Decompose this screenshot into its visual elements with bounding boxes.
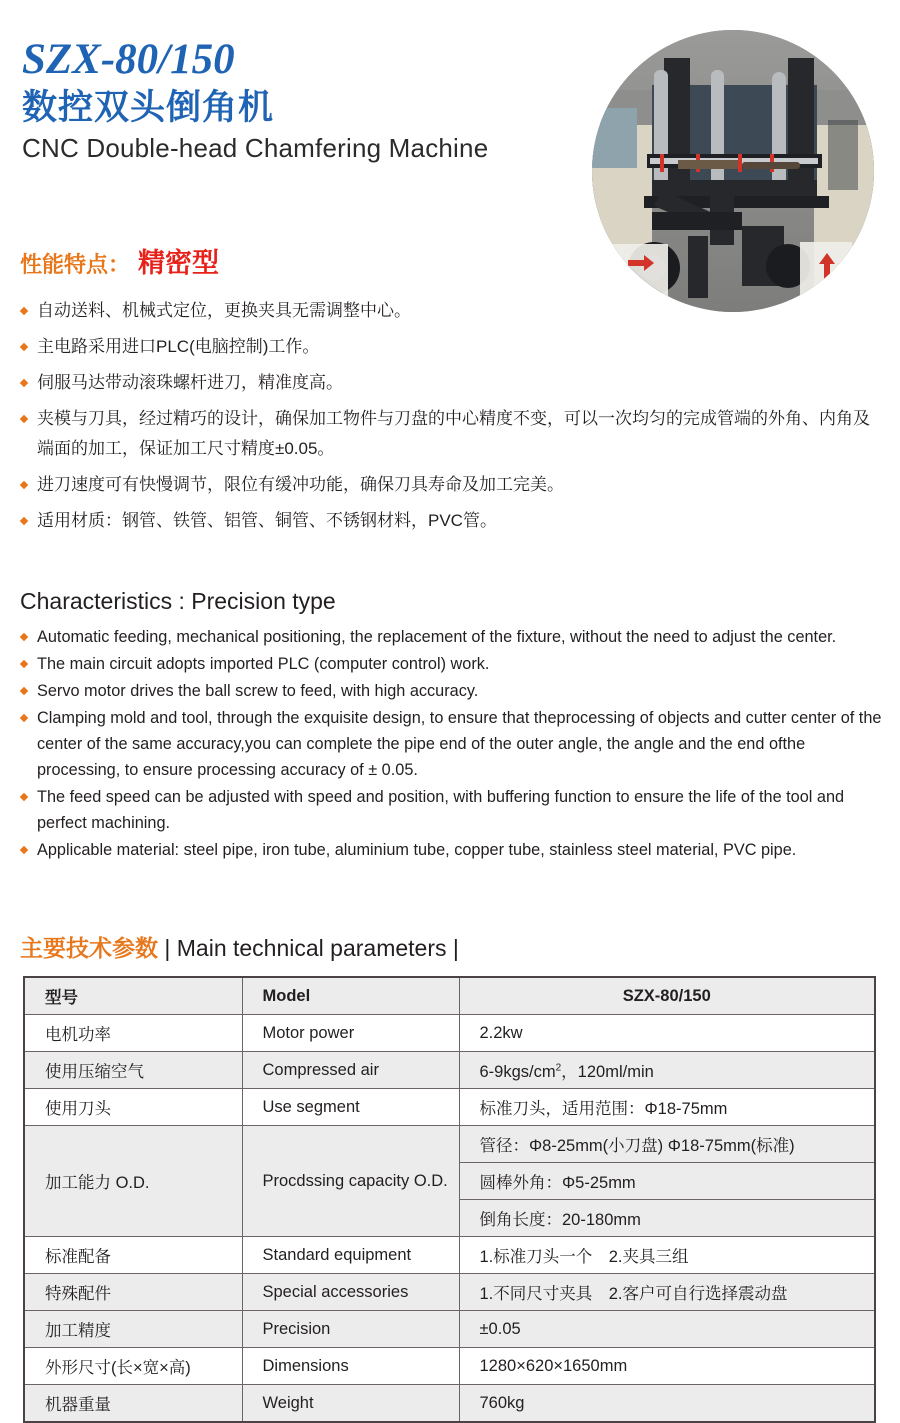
- cell-precision-cn: 加工精度: [24, 1311, 242, 1348]
- cell-special-cn: 特殊配件: [24, 1274, 242, 1311]
- table-row: [24, 1089, 875, 1126]
- cell-weight-value: 760kg: [459, 1385, 875, 1423]
- table-row: [24, 1348, 875, 1385]
- cn-characteristics-value: 精密型: [138, 248, 220, 278]
- cell-capacity-en: Procdssing capacity O.D.: [242, 1126, 459, 1237]
- cell-model-en: Model: [242, 977, 459, 1015]
- air-value-main: 6-9kgs/cm: [479, 1063, 556, 1081]
- cell-segment-en: Use segment: [242, 1089, 459, 1126]
- spec-table-heading-cn: 主要技术参数: [20, 935, 158, 961]
- cell-precision-value: ±0.05: [459, 1311, 875, 1348]
- spec-table-heading-en: | Main technical parameters |: [164, 935, 459, 961]
- cell-segment-value: 标准刀头，适用范围：Φ18-75mm: [459, 1089, 875, 1126]
- air-value-rest: ，120ml/min: [561, 1063, 654, 1081]
- cell-weight-cn: 机器重量: [24, 1385, 242, 1423]
- table-row: [24, 1015, 875, 1052]
- machine-photo-illustration: [592, 30, 874, 312]
- product-title-cn: 数控双头倒角机: [22, 88, 275, 127]
- cell-dimensions-value: 1280×620×1650mm: [459, 1348, 875, 1385]
- cell-capacity-value-3: 倒角长度：20-180mm: [459, 1200, 875, 1237]
- cell-capacity-value-1: 管径：Φ8-25mm(小刀盘) Φ18-75mm(标准): [459, 1126, 875, 1163]
- list-item: 夹模与刀具，经过精巧的设计，确保加工物件与刀盘的中心精度不变，可以一次均匀的完成管端的外角、内角及端面的加工，保证加工尺寸精度±0.05。: [20, 404, 882, 464]
- cell-weight-en: Weight: [242, 1385, 459, 1423]
- cell-air-value: [459, 1052, 875, 1089]
- en-bullet-list: [20, 624, 882, 864]
- spec-table-container: [23, 976, 874, 1423]
- cell-motor-value: 2.2kw: [459, 1015, 875, 1052]
- cell-capacity-value-2: 圆棒外角：Φ5-25mm: [459, 1163, 875, 1200]
- cell-precision-en: Precision: [242, 1311, 459, 1348]
- cell-standard-value: 1.标准刀头一个 2.夹具三组: [459, 1237, 875, 1274]
- cell-dimensions-en: Dimensions: [242, 1348, 459, 1385]
- cell-standard-en: Standard equipment: [242, 1237, 459, 1274]
- list-item: Applicable material: steel pipe, iron tube, aluminium tube, copper tube, stainless steel material, PVC pipe.: [20, 837, 882, 863]
- cell-special-value: 1.不同尺寸夹具 2.客户可自行选择震动盘: [459, 1274, 875, 1311]
- list-item: Automatic feeding, mechanical positioning, the replacement of the fixture, without the need to adjust the center.: [20, 624, 882, 650]
- table-row: [24, 1126, 875, 1163]
- title-block: [22, 36, 488, 165]
- spec-table: [23, 976, 876, 1423]
- spec-table-heading: [20, 932, 459, 964]
- header: [0, 0, 900, 235]
- table-row: [24, 1385, 875, 1423]
- list-item: The feed speed can be adjusted with speed and position, with buffering function to ensure the life of the tool and perfect machining.: [20, 784, 882, 836]
- cell-dimensions-cn: 外形尺寸(长×宽×高): [24, 1348, 242, 1385]
- en-characteristics-heading: Characteristics : Precision type: [20, 588, 336, 614]
- table-row: [24, 1311, 875, 1348]
- cell-model-cn: 型号: [24, 977, 242, 1015]
- cell-motor-cn: 电机功率: [24, 1015, 242, 1052]
- product-photo: [592, 30, 874, 312]
- list-item: 自动送料、机械式定位，更换夹具无需调整中心。: [20, 296, 882, 326]
- list-item: 主电路采用进口PLC(电脑控制)工作。: [20, 332, 882, 362]
- list-item: 适用材质：钢管、铁管、铝管、铜管、不锈钢材料，PVC管。: [20, 506, 882, 536]
- cell-air-cn: 使用压缩空气: [24, 1052, 242, 1089]
- cell-special-en: Special accessories: [242, 1274, 459, 1311]
- cell-model-value: SZX-80/150: [459, 977, 875, 1015]
- cell-capacity-cn: 加工能力 O.D.: [24, 1126, 242, 1237]
- table-row: [24, 1237, 875, 1274]
- cn-characteristics-label: 性能特点：: [20, 252, 131, 277]
- page-title: SZX-80/150: [22, 36, 235, 83]
- cell-motor-en: Motor power: [242, 1015, 459, 1052]
- cn-bullet-list: [20, 296, 882, 542]
- cell-segment-cn: 使用刀头: [24, 1089, 242, 1126]
- cell-air-en: Compressed air: [242, 1052, 459, 1089]
- table-row: [24, 1052, 875, 1089]
- list-item: 进刀速度可有快慢调节，限位有缓冲功能，确保刀具寿命及加工完美。: [20, 470, 882, 500]
- air-value-superscript: 2: [555, 1062, 562, 1074]
- list-item: The main circuit adopts imported PLC (computer control) work.: [20, 651, 882, 677]
- table-row: [24, 977, 875, 1015]
- product-title-en: CNC Double-head Chamfering Machine: [22, 133, 489, 163]
- table-row: [24, 1274, 875, 1311]
- list-item: 伺服马达带动滚珠螺杆进刀，精准度高。: [20, 368, 882, 398]
- list-item: Servo motor drives the ball screw to feed, with high accuracy.: [20, 678, 882, 704]
- cn-characteristics-heading: [20, 248, 219, 280]
- cell-standard-cn: 标准配备: [24, 1237, 242, 1274]
- list-item: Clamping mold and tool, through the exquisite design, to ensure that theprocessing of objects and cutter center of the center of the same accuracy,you can complete the pipe end of the outer angle, the angle and the end ofthe processing, to ensure processing accuracy of ± 0.05.: [20, 705, 882, 783]
